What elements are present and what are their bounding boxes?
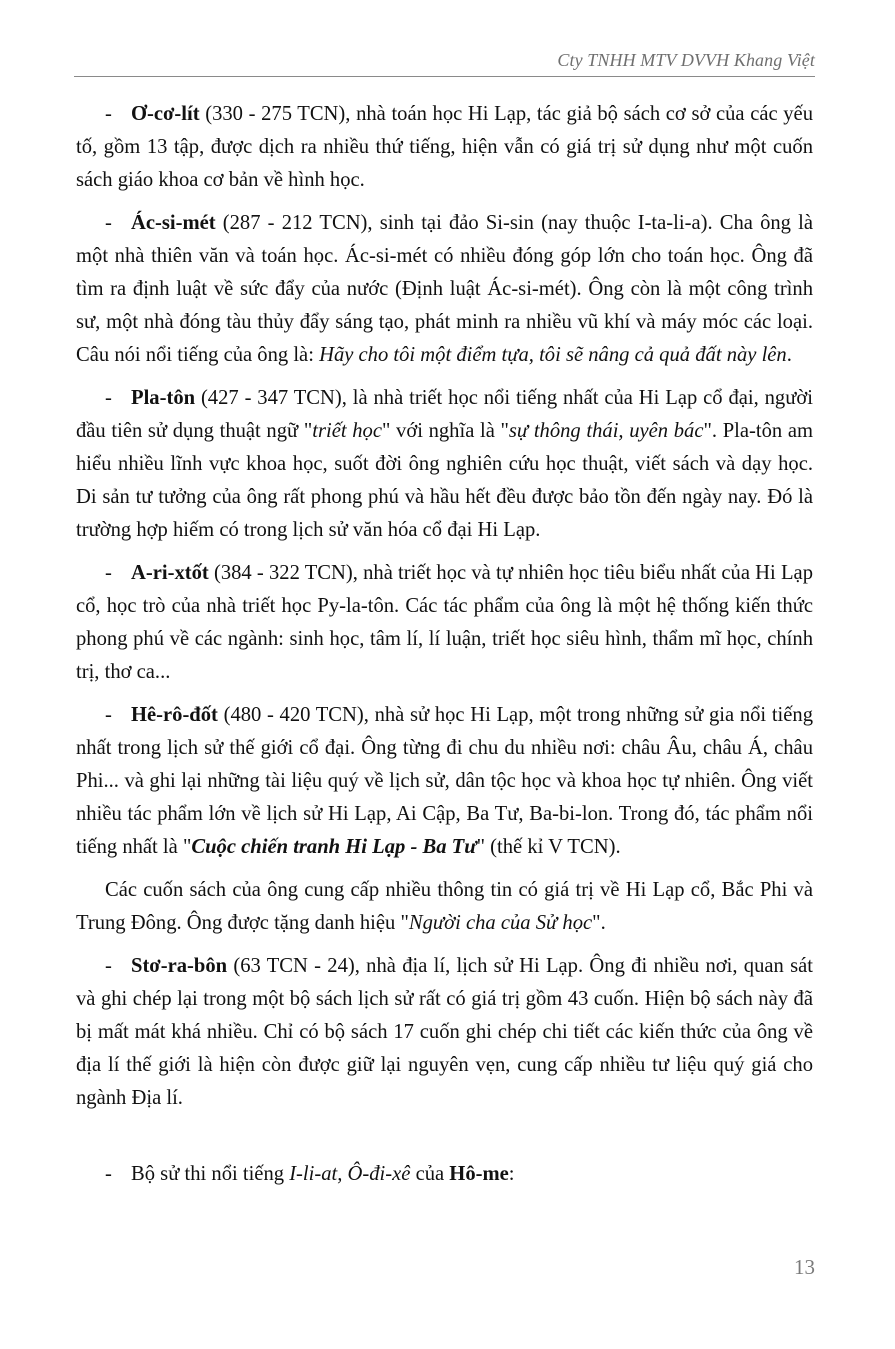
paragraph-herodotus: [76, 699, 813, 864]
page-header: [74, 50, 815, 77]
paragraph-text: ". Pla-tôn am hiểu nhiều lĩnh vực khoa học, suốt đời ông nghiên cứu học thuật, viết sách và dạy học. Di sản tư tưởng của ông rất phong phú và hầu hết đều được bảo tồn đến ngày nay. Đó là trường hợp hiếm có trong lịch sử văn hóa cổ đại Hi Lạp.: [76, 420, 814, 541]
person-name: Pla-tôn: [131, 387, 196, 409]
famous-quote: Hãy cho tôi một điểm tựa, tôi sẽ nâng cả quả đất này lên: [319, 344, 787, 366]
paragraph-text: Các cuốn sách của ông cung cấp nhiều thông tin có giá trị về Hi Lạp cổ, Bắc Phi và Trung Đông. Ông được tặng danh hiệu ": [76, 879, 813, 934]
page-content: [76, 98, 813, 1191]
honorary-title: Người cha của Sử học: [408, 912, 593, 934]
paragraph-plato: [76, 382, 813, 547]
term-philosophy: triết học: [312, 420, 382, 442]
work-title: Cuộc chiến tranh Hi Lạp - Ba Tư: [191, 836, 477, 858]
person-name: A-ri-xtốt: [131, 562, 209, 584]
paragraph-text: (63 TCN - 24), nhà địa lí, lịch sử Hi Lạp. Ông đi nhiều nơi, quan sát và ghi chép lại trong một bộ sách lịch sử rất có giá trị gồm 43 cuốn. Hiện bộ sách này đã bị mất mát khá nhiều. Chỉ có bộ sách 17 cuốn ghi chép chi tiết các kiến thức của ông về địa lí thế giới là hiện còn được giữ lại nguyên vẹn, cung cấp nhiều tư liệu quý giá cho ngành Địa lí.: [76, 955, 813, 1109]
paragraph-text: (287 - 212 TCN), sinh tại đảo Si-sin (nay thuộc I-ta-li-a). Cha ông là một nhà thiên văn và toán học. Ác-si-mét có nhiều đóng góp lớn cho toán học. Ông đã tìm ra định luật về sức đẩy của nước (Định luật Ác-si-mét). Ông còn là một công trình sư, một nhà đóng tàu thủy đẩy sáng tạo, phát minh ra nhiều vũ khí và máy móc các loại. Câu nói nổi tiếng của ông là:: [76, 212, 813, 366]
bullet-dash: -: [105, 103, 112, 125]
bullet-dash: -: [105, 212, 112, 234]
paragraph-aristotle: [76, 557, 813, 689]
paragraph-text: ".: [592, 912, 606, 934]
publisher-name: Cty TNHH MTV DVVH Khang Việt: [557, 50, 815, 70]
paragraph-text: " (thế kỉ V TCN).: [476, 836, 621, 858]
paragraph-text: (330 - 275 TCN), nhà toán học Hi Lạp, tác giả bộ sách cơ sở của các yếu tố, gồm 13 tập, được dịch ra nhiều thứ tiếng, hiện vẫn có giá trị sử dụng như một cuốn sách giáo khoa cơ bản về hình học.: [76, 103, 813, 191]
bullet-dash: -: [105, 1163, 112, 1185]
paragraph-herodotus-continued: [76, 874, 813, 940]
person-name: Hê-rô-đốt: [131, 704, 218, 726]
person-name: Ơ-cơ-lít: [131, 103, 200, 125]
author-name: Hô-me: [449, 1163, 509, 1185]
paragraph-text: của: [410, 1163, 450, 1185]
paragraph-euclid: [76, 98, 813, 197]
paragraph-text: (427 - 347 TCN), là nhà triết học nổi tiếng nhất của Hi Lạp cổ đại, người đầu tiên sử dụng thuật ngữ ": [76, 387, 813, 442]
person-name: Ác-si-mét: [131, 212, 216, 234]
paragraph-text: " với nghĩa là ": [381, 420, 509, 442]
epic-titles: I-li-at, Ô-đi-xê: [289, 1163, 411, 1185]
paragraph-homer: [76, 1158, 813, 1191]
paragraph-archimedes: [76, 207, 813, 372]
page-number: 13: [794, 1255, 815, 1279]
bullet-dash: -: [105, 704, 112, 726]
paragraph-strabo: [76, 950, 813, 1115]
paragraph-text: (480 - 420 TCN), nhà sử học Hi Lạp, một trong những sử gia nổi tiếng nhất trong lịch sử thế giới cổ đại. Ông từng đi chu du nhiều nơi: châu Âu, châu Á, châu Phi... và ghi lại những tài liệu quý về lịch sử, dân tộc học và khoa học tự nhiên. Ông viết nhiều tác phẩm lớn về lịch sử Hi Lạp, Ai Cập, Ba Tư, Ba-bi-lon. Trong đó, tác phẩm nổi tiếng nhất là ": [76, 704, 813, 858]
person-name: Stơ-ra-bôn: [131, 955, 228, 977]
bullet-dash: -: [105, 562, 112, 584]
bullet-dash: -: [105, 387, 112, 409]
paragraph-text: Bộ sử thi nổi tiếng: [131, 1163, 290, 1185]
paragraph-text: (384 - 322 TCN), nhà triết học và tự nhiên học tiêu biểu nhất của Hi Lạp cổ, học trò của nhà triết học Py-la-tôn. Các tác phẩm của ông là một hệ thống kiến thức phong phú về các ngành: sinh học, tâm lí, lí luận, triết học siêu hình, thẩm mĩ học, chính trị, thơ ca...: [76, 562, 813, 683]
term-meaning: sự thông thái, uyên bác: [508, 420, 704, 442]
paragraph-end: .: [786, 344, 792, 366]
bullet-dash: -: [105, 955, 112, 977]
paragraph-end: :: [508, 1163, 515, 1185]
